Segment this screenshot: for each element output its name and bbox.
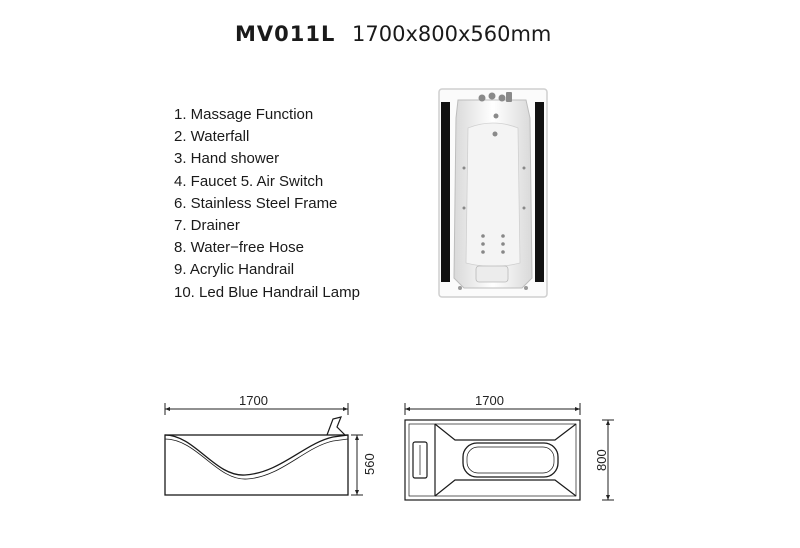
feature-item: 6. Stainless Steel Frame: [174, 194, 338, 212]
title-row: [0, 20, 800, 52]
tub-top-outline: [405, 420, 580, 500]
feature-item: 7. Drainer: [174, 216, 240, 234]
right-black-panel: [535, 102, 544, 282]
feature-item: 8. Water−free Hose: [174, 239, 304, 257]
feature-list: [174, 104, 360, 304]
feature-item: 4. Faucet 5. Air Switch: [174, 172, 324, 190]
side-length-label: 1700: [239, 393, 268, 408]
headrest: [476, 266, 508, 282]
top-length-label: 1700: [475, 393, 504, 408]
bathtub-photo: [438, 88, 548, 298]
feature-item: 9. Acrylic Handrail: [174, 261, 295, 279]
overall-dimensions: 1700x800x560mm: [352, 22, 552, 46]
feature-item: 10. Led Blue Handrail Lamp: [174, 283, 360, 301]
side-height-label: 560: [362, 453, 377, 475]
left-black-panel: [441, 102, 450, 282]
tub-side-outline: [165, 417, 348, 495]
top-view-drawing: [395, 395, 625, 515]
feature-item: 3. Hand shower: [174, 150, 280, 168]
feature-item: 1. Massage Function: [174, 106, 314, 123]
top-width-label: 800: [594, 449, 609, 471]
feature-item: 2. Waterfall: [174, 128, 250, 146]
model-name: MV011L: [235, 22, 336, 46]
side-view-drawing: [155, 395, 395, 515]
